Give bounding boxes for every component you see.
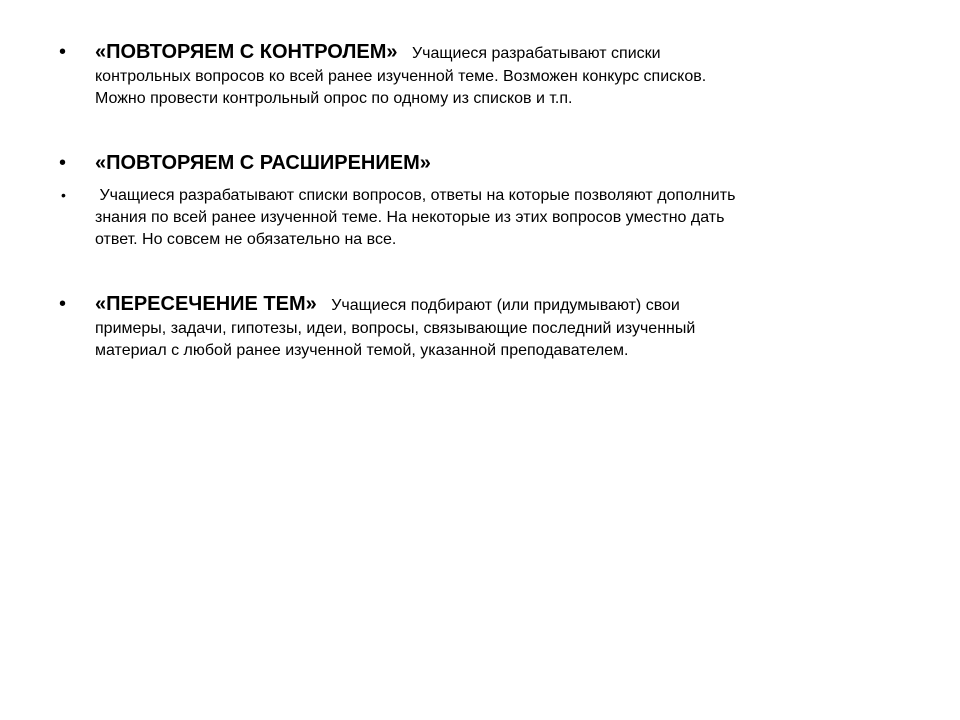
bullet-marker: •	[59, 152, 67, 174]
item-text: материал с любой ранее изученной темой, указанной преподавателем.	[95, 342, 629, 359]
item-heading: «ПОВТОРЯЕМ С РАСШИРЕНИЕМ»	[95, 152, 431, 174]
item-text: знания по всей ранее изученной теме. На некоторые из этих вопросов уместно дать	[95, 209, 725, 226]
item-text: Учащиеся подбирают (или придумывают) свои	[331, 297, 680, 314]
bullet-marker: •	[59, 41, 67, 63]
item-text: ответ. Но совсем не обязательно на все.	[95, 231, 397, 248]
bullet-item-topic-intersection	[59, 292, 885, 362]
item-heading: «ПЕРЕСЕЧЕНИЕ ТЕМ»	[95, 293, 317, 315]
item-text: Учащиеся разрабатывают списки вопросов, ответы на которые позволяют дополнить	[95, 187, 736, 204]
bullet-marker: •	[61, 187, 66, 203]
item-text: Можно провести контрольный опрос по одному из списков и т.п.	[95, 90, 573, 107]
bullet-item-extension-description	[61, 185, 885, 251]
bullet-marker: •	[59, 293, 67, 315]
bullet-item-repeat-with-control	[59, 40, 885, 110]
item-text: контрольных вопросов ко всей ранее изученной теме. Возможен конкурс списков.	[95, 68, 707, 85]
item-text: Учащиеся разрабатывают списки	[411, 45, 661, 62]
bullet-item-repeat-with-extension	[59, 151, 885, 177]
item-text: примеры, задачи, гипотезы, идеи, вопросы, связывающие последний изученный	[95, 320, 696, 337]
item-heading: «ПОВТОРЯЕМ С КОНТРОЛЕМ»	[95, 41, 398, 63]
